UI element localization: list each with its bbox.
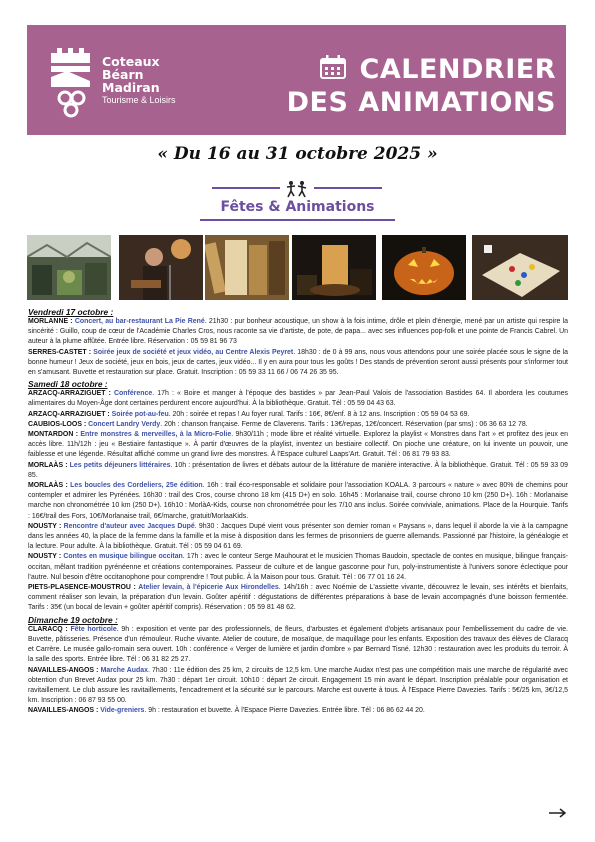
event-text: . 20h : soirée et repas ! Au foyer rural. Tarifs : 16€, 8€/enf. 8 à 12 ans. Inscription : 05 59 04 53 69. bbox=[168, 410, 470, 418]
photo-singer bbox=[119, 235, 203, 300]
event-item bbox=[28, 317, 568, 348]
event-title: Marche Audax bbox=[100, 666, 148, 674]
event-text: . 16h : trail éco-responsable et solidaire pour l'association KOALA. 3 parcours « nature » avec 80% de chemins pour contempler et admirer les Pyrénées. 16h30 : trail des Cros, course chrono 18 km (415 D+) en solo. 16h45 : Morlanaise trail, course chrono 10 km (250 D+). 16h : Morlanaise marche non chronométrée 10 km (250 D+). 16h10 : MorlàA-Kids, course non chronométrée pour les 7/10 ans inclus. Soirée conviviale, animations. Place de la Hourquie. Tarifs : 16€/trail des Fors, 10€/Morlanaise trail, 6€/marche, gratuit/MorlaaKids. bbox=[28, 482, 568, 520]
day-block bbox=[28, 307, 568, 378]
event-title: Entre monstres & merveilles, à la Micro-Folie bbox=[80, 431, 232, 439]
event-text: . 20h : chanson française. Ferme de Claverens. Tarifs : 13€/repas, 12€/concert. Réservation (par sms) : 06 36 63 12 78. bbox=[160, 420, 528, 428]
section-underline bbox=[200, 219, 395, 221]
brand-line-3: Madiran bbox=[102, 80, 160, 95]
photo-market bbox=[27, 235, 111, 300]
page-title bbox=[287, 53, 556, 119]
event-city: ARZACQ-ARRAZIGUET : bbox=[28, 410, 112, 418]
title-line-1: CALENDRIER bbox=[359, 54, 556, 85]
event-item bbox=[28, 430, 568, 461]
event-title: Soirée pot-au-feu bbox=[111, 410, 169, 418]
photo-books bbox=[205, 235, 289, 300]
event-item bbox=[28, 552, 568, 583]
event-text: . 7h30 : 11e édition des 25 km, 2 circuits de 12,5 km. Une marche Audax n'est pas une compétition mais une marche de régularité avec obtention d'un Brevet Audax pour 25 km. 7h30 : départ 1er circuit. 10h10 : départ 2e circuit. Engagement 15 min avant le départ. Inscription préalable pour organisation et ravitaillement. Le club assure les ravitaillements, l'encadrement et la sécurité sur le parcours. Marche est ouverte à tous. À l'Espace Pierre Davezies. Tarifs : 5€/25 km, 3€/12,5 km. Inscription : 06 87 93 55 00. bbox=[28, 666, 568, 705]
event-text: . 9h : restauration et buvette. À l'Espace Pierre Davezies. Entrée libre. Tél : 06 86 62 44 20. bbox=[144, 707, 425, 715]
day-heading: Dimanche 19 octobre : bbox=[28, 614, 118, 625]
event-city: CAUBIOS-LOOS : bbox=[28, 420, 89, 428]
event-item bbox=[28, 522, 568, 553]
event-city: MORLAÀS : bbox=[28, 482, 71, 490]
event-item bbox=[28, 389, 568, 409]
photo-strip bbox=[27, 235, 570, 300]
event-city: NOUSTY : bbox=[28, 522, 64, 530]
event-item bbox=[28, 348, 568, 379]
event-item bbox=[28, 420, 568, 430]
brand-line-1: Coteaux bbox=[102, 54, 160, 69]
event-text: . 14h/16h : avec Noémie de L'assiette vivante, découvrez le levain, ses intérêts et bienfaits, comment réaliser son levain, la préparation d'un levain. Goûter apéritif : dégustations de différentes préparations à base de levain accompagnés d'une boisson fermentée. Tarifs : 35€ (un bocal de levain + goûter apéritif compris). Réservation : 05 59 81 48 62. bbox=[28, 584, 568, 612]
event-title: Atelier levain, à l'épicerie Aux Hirondelles bbox=[138, 584, 279, 592]
day-block bbox=[28, 379, 568, 613]
event-city: NAVAILLES-ANGOS : bbox=[28, 707, 101, 715]
event-title: Les petits déjeuners littéraires bbox=[69, 461, 171, 469]
brand-line-2: Béarn bbox=[102, 67, 144, 82]
divider-left bbox=[212, 187, 280, 189]
event-item bbox=[28, 706, 568, 716]
photo-dark-room bbox=[292, 235, 376, 300]
brand-name bbox=[102, 55, 176, 107]
event-title: Concert Landry Verdy bbox=[88, 420, 161, 428]
event-city: PIETS-PLASENCE-MOUSTROU : bbox=[28, 584, 139, 592]
header-banner bbox=[27, 25, 566, 135]
section-title: Fêtes & Animations bbox=[220, 199, 375, 215]
event-city: SERRES-CASTET : bbox=[28, 348, 94, 356]
event-item bbox=[28, 666, 568, 707]
event-text: . 18h30 : de 0 à 99 ans, nous vous attendons pour une soirée placée sous le signe de la bonne humeur ! Jeux de société, jeux en bois, jeux de cartes, jeux vidéo... Il y en aura pour tous les goûts ! Des stands de prévention seront aussi présents pour s'informer tout en s'amusant. Buvette et restauration sur place. Gratuit. Inscription : 05 59 33 11 66 / 06 74 26 35 95. bbox=[28, 348, 568, 377]
event-city: MORLAÀS : bbox=[28, 461, 70, 469]
event-text: . 9h30 : Jacques Dupé vient vous présenter son dernier roman « Paysans », dans lequel il aborde la vie à la campagne dans les années 40, la place de la femme dans la famille et la mise à disposition dans les fermes de prisonniers de guerre allemands. Passionné par l'histoire, la généalogie et la lecture. Pour adulte. À la bibliothèque. Gratuit. Tél : 05 59 04 61 69. bbox=[28, 522, 569, 551]
dancers-icon bbox=[285, 180, 309, 198]
photo-pumpkin bbox=[382, 235, 466, 300]
event-title: Conférence bbox=[114, 390, 153, 398]
event-title: Soirée jeux de société et jeux vidéo, au Centre Alexis Peyret bbox=[93, 348, 294, 356]
event-text: . 10h : présentation de livres et débats autour de la littérature de manière interactive. À la bibliothèque. Gratuit. Tél : 05 59 33 09 85. bbox=[28, 461, 568, 479]
event-city: MONTARDON : bbox=[28, 431, 81, 439]
day-heading: Samedi 18 octobre : bbox=[28, 379, 108, 390]
photo-board-game bbox=[472, 235, 568, 300]
day-block bbox=[28, 615, 568, 717]
event-item bbox=[28, 461, 568, 481]
events-content bbox=[28, 306, 568, 717]
next-page-arrow-icon[interactable] bbox=[548, 808, 568, 818]
event-text: . 17h : avec le conteur Serge Mauhourat et le musicien Thomas Baudoin, spectacle de contes en musique, bilingue français-occitan, mêlant tradition pyrénéenne et créations contemporaines. Passeur de culture et de langue gasconne pour l'un, poly-instrumentiste à l'univers sonore éclectique pour l'autre. Nul besoin d'être occitanophone pour comprendre ! Tout public. À la Maison pour tous. Gratuit. Tél : 06 77 01 16 24. bbox=[28, 553, 568, 581]
event-title: Concert, au bar-restaurant La Pie René bbox=[74, 318, 205, 325]
day-heading: Vendredi 17 octobre : bbox=[28, 307, 114, 317]
event-item bbox=[28, 410, 568, 420]
event-city: NAVAILLES-ANGOS : bbox=[28, 666, 101, 674]
event-title: Fête horticole bbox=[70, 625, 117, 633]
event-city: CLARACQ : bbox=[28, 625, 71, 633]
event-city: NOUSTY : bbox=[28, 553, 64, 561]
brand-tagline: Tourisme & Loisirs bbox=[102, 95, 176, 105]
event-title: Rencontre d'auteur avec Jacques Dupé bbox=[63, 522, 195, 530]
event-text: . 9h30/11h ; mode libre et réalité virtuelle. Explorez la playlist « Monstres dans l'art » et profitez des jeux en accès libre. 11h/12h : jeu « Bestiaire fantastique ». À partir d'œuvres de la playlist, inventez un bestiaire collectif. On pioche une créature, on lui invente un pouvoir, une faiblesse et une légende. Résultat affiché comme un grand livre des monstres. À l'Espace culturel Laaps'Art. Gratuit. Tél : 06 81 79 93 83. bbox=[28, 431, 568, 459]
event-text: . 21h30 : pur bonheur acoustique, un show à la fois intime, drôle et plein d'énergie, mené par un artiste qui respire la sincérité : Guillo, coup de cœur de l'Académie Charles Cros, nous raconte sa vie d'artiste, de pote, de papa... avec ses influences pop-folk et une pointe de Francis Cabrel. Un auteur à la plume affûtée. Entrée libre. Réservation : 05 59 81 96 73 bbox=[28, 318, 568, 346]
title-line-2: DES ANIMATIONS bbox=[286, 87, 556, 118]
event-title: Contes en musique bilingue occitan bbox=[63, 553, 183, 561]
event-text: . 17h : « Boire et manger à l'époque des bastides » par Jean-Paul Valois de l'association Bastides 64. Il abordera les coutumes alimentaires du Moyen-Âge dont certaines perdurent encore aujourd'hui. À la bibliothèque. Gratuit. Tél : 05 59 04 43 63. bbox=[28, 390, 568, 408]
event-title: Les boucles des Cordeliers, 25e édition bbox=[70, 482, 203, 490]
event-title: Vide-greniers bbox=[100, 707, 145, 715]
date-range: « Du 16 au 31 octobre 2025 » bbox=[157, 144, 438, 164]
event-item bbox=[28, 583, 568, 614]
event-city: MORLANNE : bbox=[28, 318, 75, 325]
logo-icon bbox=[47, 41, 95, 121]
divider-right bbox=[314, 187, 382, 189]
event-text: . 9h : exposition et vente par des professionnels, de fleurs, d'arbustes et également d'objets artisanaux pour l'embellissement du cadre de vie. Buvette, pâtisseries. Présence d'un rémouleur. Ruche vivante. Atelier de couture, de mosaïque, de maquillage pour les enfants. Exposition des travaux des élèves de Claracq et Carrère. Le musée gallo-romain sera ouvert. 10h : conférence « Verger de lumière et jardin d'ombre » par Bernard Tisné. 12h30 : restauration avec les produits du terroir. À la salle des sports. Entrée libre. Tél : 06 31 82 25 27. bbox=[28, 625, 568, 664]
event-item bbox=[28, 481, 568, 522]
event-item bbox=[28, 625, 568, 666]
event-city: ARZACQ-ARRAZIGUET : bbox=[28, 390, 115, 398]
